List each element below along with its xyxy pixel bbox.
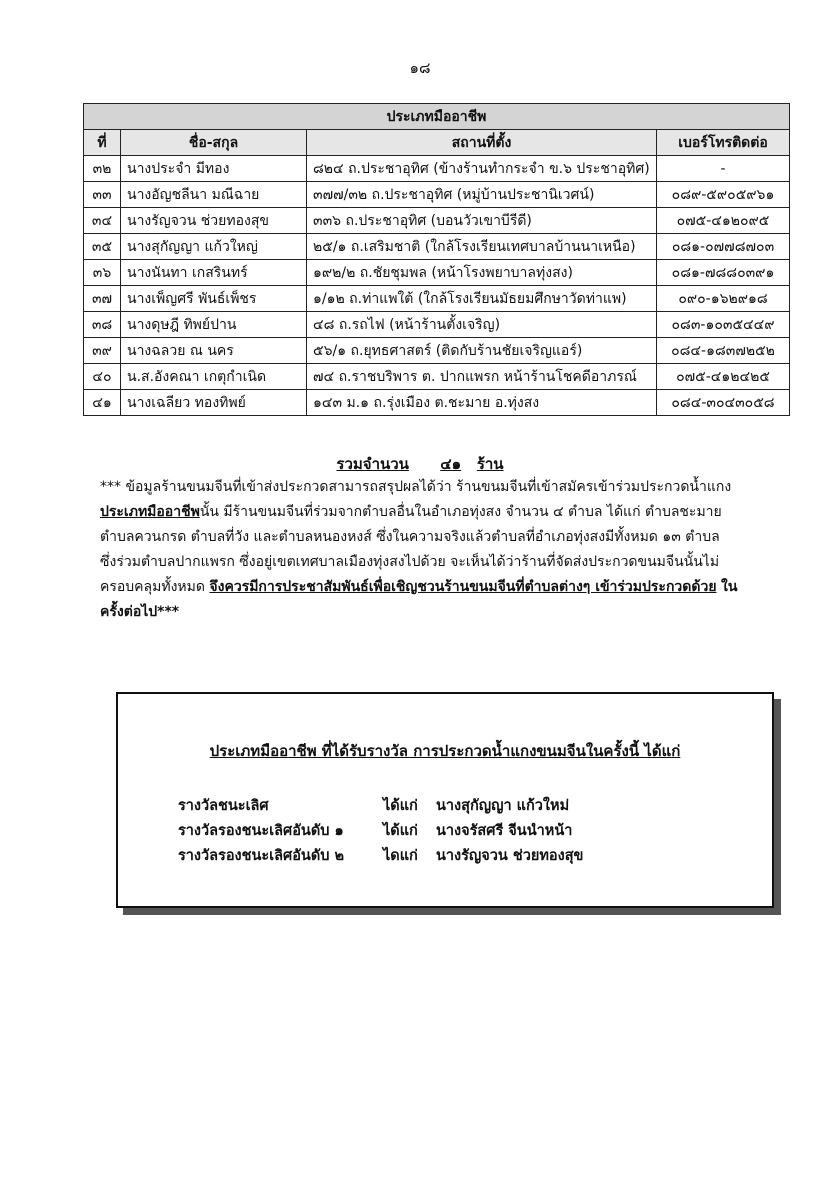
contestant-table — [83, 103, 790, 416]
cell-location: ๕๖/๑ ถ.ยุทธศาสตร์ (ติดกับร้านชัยเจริญแอร์) — [307, 338, 657, 364]
table-row — [84, 156, 790, 182]
cell-location: ๑๔๓ ม.๑ ถ.รุ่งเมือง ต.ชะมาย อ.ทุ่งสง — [307, 390, 657, 416]
header-phone: เบอร์โทรติดต่อ — [657, 130, 790, 156]
cell-name: น.ส.อังคณา เกตุกำเนิด — [121, 364, 307, 390]
cell-location: ๓๓๖ ถ.ประชาอุทิศ (บอนวัวเขาบีรีดี) — [307, 208, 657, 234]
cell-no: ๓๙ — [84, 338, 121, 364]
award-name: รางวัลชนะเลิศ — [178, 798, 269, 814]
header-no: ที่ — [84, 130, 121, 156]
cell-phone: ๐๘๔-๑๘๓๗๒๕๒ — [657, 338, 790, 364]
cell-name: นางฉลวย ณ นคร — [121, 338, 307, 364]
note-text-2: นั้น มีร้านขนมจีนที่ร่วมจากตำบลอื่นในอำเภอทุ่งสง จำนวน ๔ ตำบล ได้แก่ ตำบลชะมาย ตำบลควนกรด ตำบลที่วัง และตำบลหนองหงส์ ซึ่งในความจริงแล้วตำบลที่อำเภอทุ่งสงมีทั้งหมด ๑๓ ตำบล ซึ่งร่วมตำบลปากแพรก ซึ่งอยู่เขตเทศบาลเมืองทุ่งสงไปด้วย จะเห็นได้ว่าร้านที่จัดส่งประกวดขนมจีนนั้นไม่ครอบคลุมทั้งหมด — [100, 504, 722, 595]
table-row — [84, 390, 790, 416]
cell-location: ๓๗๗/๓๒ ถ.ประชาอุทิศ (หมู่บ้านประชานิเวศน์) — [307, 182, 657, 208]
award-winner: นางจรัสศรี จีนนำหน้า — [436, 823, 573, 839]
cell-name: นางดุษฎี ทิพย์ปาน — [121, 312, 307, 338]
note-text-1: *** ข้อมูลร้านขนมจีนที่เข้าส่งประกวดสามารถสรุปผลได้ว่า ร้านขนมจีนที่เข้าสมัครเข้าร่วมประกวดน้ำแกง — [100, 479, 732, 495]
cell-location: ๘๒๔ ถ.ประชาอุทิศ (ข้างร้านทำกระจำ ข.๖ ประชาอุทิศ) — [307, 156, 657, 182]
cell-location: ๑/๑๒ ถ.ท่าแพใต้ (ใกล้โรงเรียนมัธยมศึกษาวัดท่าแพ) — [307, 286, 657, 312]
total-unit: ร้าน — [476, 455, 504, 473]
cell-no: ๓๓ — [84, 182, 121, 208]
table-row — [84, 364, 790, 390]
cell-phone: ๐๙๐-๑๖๒๙๑๘ — [657, 286, 790, 312]
cell-no: ๔๐ — [84, 364, 121, 390]
cell-name: นางเพ็ญศรี พันธ์เพ็ชร — [121, 286, 307, 312]
note-bold-1: ประเภทมืออาชีพ — [100, 504, 200, 520]
cell-location: ๒๕/๑ ถ.เสริมชาติ (ใกล้โรงเรียนเทศบาลบ้านนาเหนือ) — [307, 234, 657, 260]
award-name: รางวัลรองชนะเลิศอันดับ ๒ — [178, 848, 345, 864]
cell-name: นางอัญชลีนา มณีฉาย — [121, 182, 307, 208]
award-got: ได้แก่ — [383, 823, 418, 839]
cell-location: ๑๙๒/๒ ถ.ชัยชุมพล (หน้าโรงพยาบาลทุ่งสง) — [307, 260, 657, 286]
cell-no: ๓๖ — [84, 260, 121, 286]
cell-phone: - — [657, 156, 790, 182]
cell-no: ๓๕ — [84, 234, 121, 260]
cell-phone: ๐๘๔-๓๐๔๓๐๕๘ — [657, 390, 790, 416]
cell-phone: ๐๗๕-๔๑๒๔๒๕ — [657, 364, 790, 390]
table-row — [84, 234, 790, 260]
award-got: ไดแก่ — [383, 848, 418, 864]
table-header-row — [84, 130, 790, 156]
table-row — [84, 338, 790, 364]
table-row — [84, 312, 790, 338]
table-row — [84, 260, 790, 286]
page-number: ๑๘ — [409, 59, 431, 77]
awards-title: ประเภทมืออาชีพ ที่ได้รับรางวัล การประกวดน้ำแกงขนมจีนในครั้งนี้ ได้แก่ — [209, 742, 681, 760]
awards-box — [116, 692, 774, 908]
cell-no: ๓๗ — [84, 286, 121, 312]
header-name: ชื่อ-สกุล — [121, 130, 307, 156]
cell-name: นางสุกัญญา แก้วใหญ่ — [121, 234, 307, 260]
total-label: รวมจำนวน — [336, 455, 409, 473]
cell-location: ๗๔ ถ.ราชบริพาร ต. ปากแพรก หน้าร้านโชคดีอาภรณ์ — [307, 364, 657, 390]
cell-no: ๓๒ — [84, 156, 121, 182]
cell-no: ๔๑ — [84, 390, 121, 416]
award-winner: นางรัญจวน ช่วยทองสุข — [436, 848, 584, 864]
header-location: สถานที่ตั้ง — [307, 130, 657, 156]
cell-no: ๓๘ — [84, 312, 121, 338]
table-row — [84, 208, 790, 234]
table-row — [84, 286, 790, 312]
cell-name: นางนันทา เกสรินทร์ — [121, 260, 307, 286]
cell-name: นางรัญจวน ช่วยทองสุข — [121, 208, 307, 234]
award-name: รางวัลรองชนะเลิศอันดับ ๑ — [178, 823, 344, 839]
total-count: ๔๑ — [440, 455, 462, 473]
table-row — [84, 182, 790, 208]
cell-phone: ๐๘๑-๐๗๗๘๗๐๓ — [657, 234, 790, 260]
cell-name: นางประจำ มีทอง — [121, 156, 307, 182]
cell-name: นางเฉลียว ทองทิพย์ — [121, 390, 307, 416]
note-text-3: ในครั้งต่อไป*** — [100, 579, 738, 620]
table-title: ประเภทมืออาชีพ — [84, 104, 790, 130]
cell-phone: ๐๘๓-๑๐๓๕๔๔๙ — [657, 312, 790, 338]
award-winner: นางสุกัญญา แก้วใหม่ — [436, 798, 570, 814]
award-got: ได้แก่ — [383, 798, 418, 814]
cell-phone: ๐๘๙-๕๙๐๕๙๖๑ — [657, 182, 790, 208]
note-bold-2: จึงควรมีการประชาสัมพันธ์เพื่อเชิญชวนร้านขนมจีนที่ตำบลต่างๆ เข้าร่วมประกวดด้วย — [209, 579, 717, 595]
summary-note — [100, 475, 740, 625]
total-line — [0, 452, 840, 476]
cell-phone: ๐๗๕-๔๑๒๐๙๕ — [657, 208, 790, 234]
cell-location: ๔๘ ถ.รถไฟ (หน้าร้านตั้งเจริญ) — [307, 312, 657, 338]
cell-no: ๓๔ — [84, 208, 121, 234]
cell-phone: ๐๘๑-๗๘๘๐๓๙๑ — [657, 260, 790, 286]
